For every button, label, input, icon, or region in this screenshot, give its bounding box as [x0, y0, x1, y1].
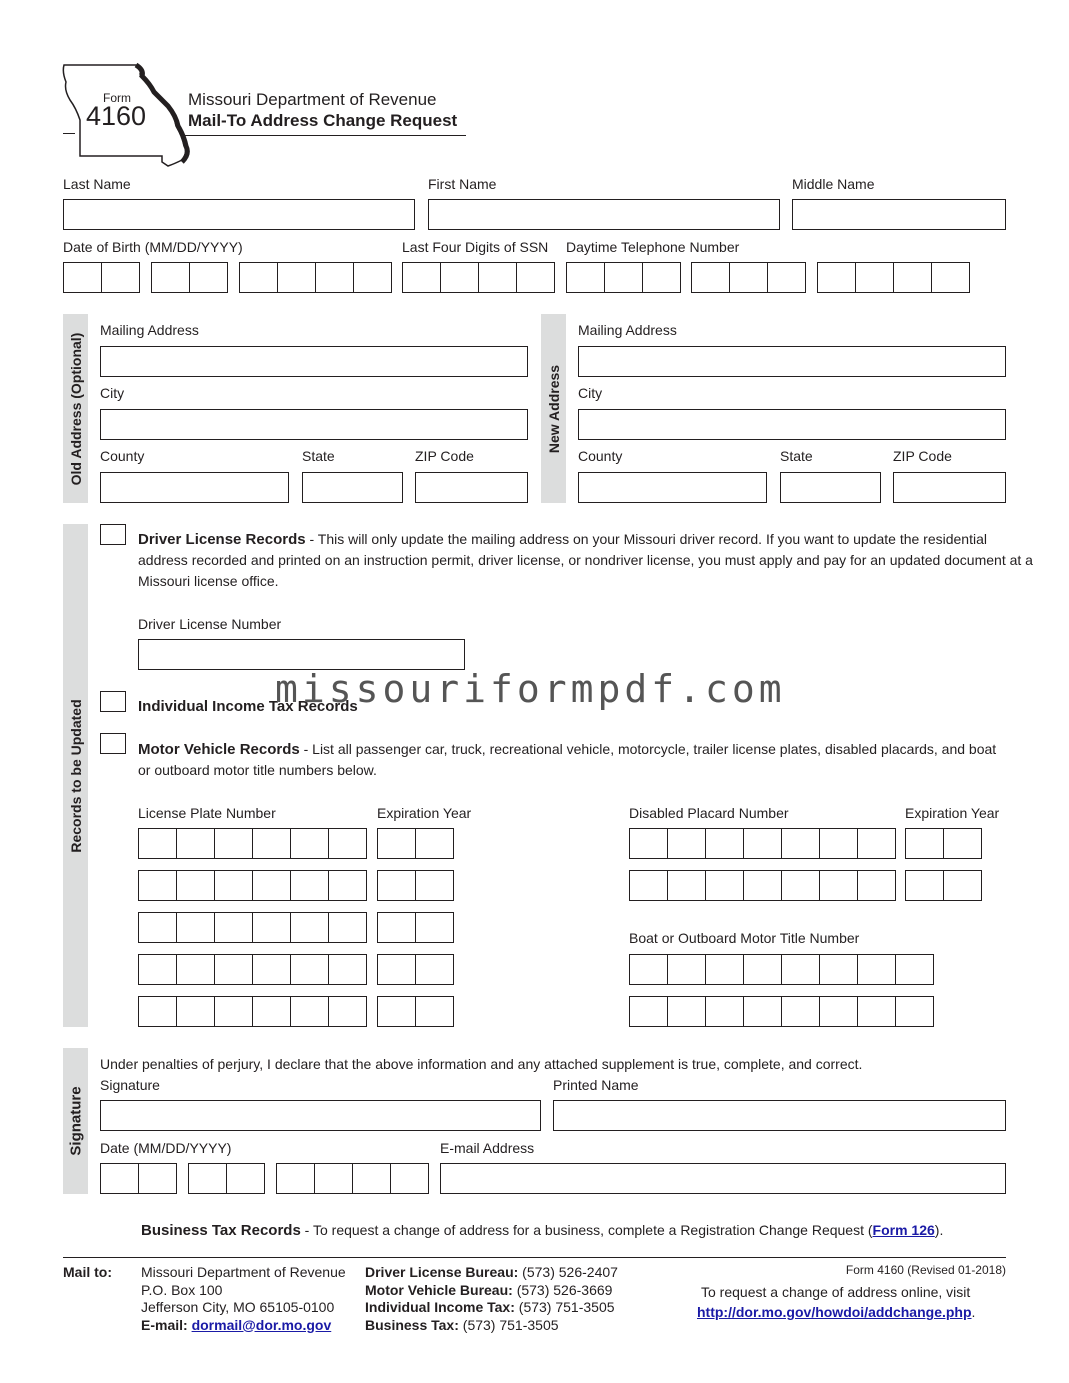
driver-license-text-1: - This will only update the mailing address on your Missouri driver record. If you want to update the residential — [305, 531, 987, 547]
footer-addr-3: Jefferson City, MO 65105-0100 — [141, 1299, 335, 1315]
new-zip-field[interactable] — [893, 472, 1006, 503]
new-state-field[interactable] — [780, 472, 881, 503]
phone-directory — [365, 1264, 618, 1334]
old-county-field[interactable] — [100, 472, 289, 503]
old-zip-label: ZIP Code — [415, 448, 474, 464]
placard-exp-label: Expiration Year — [905, 805, 1000, 821]
plate-field[interactable] — [138, 912, 367, 943]
plate-exp-field[interactable] — [377, 870, 454, 901]
income-tax-phone: (573) 751-3505 — [514, 1299, 615, 1315]
driver-license-text-2: address recorded and printed on an instruction permit, driver license, or nondriver license, you must apply and pay for an updated document at a — [138, 552, 1033, 568]
new-mailing-label: Mailing Address — [578, 322, 677, 338]
signature-side-label: Signature — [67, 1086, 84, 1156]
old-state-label: State — [302, 448, 335, 464]
business-tax-label: Business Tax: — [365, 1316, 459, 1333]
old-city-label: City — [100, 385, 125, 401]
placard-exp-field[interactable] — [905, 828, 982, 859]
phone-area-field[interactable] — [566, 262, 681, 293]
placard-field[interactable] — [629, 870, 896, 901]
plate-exp-field[interactable] — [377, 828, 454, 859]
old-zip-field[interactable] — [415, 472, 528, 503]
driver-license-description — [138, 529, 1033, 592]
business-tax-note — [141, 1222, 943, 1239]
signature-field[interactable] — [100, 1100, 541, 1131]
plate-exp-field[interactable] — [377, 954, 454, 985]
online-text: To request a change of address online, visit — [701, 1284, 971, 1300]
plate-field[interactable] — [138, 828, 367, 859]
new-state-label: State — [780, 448, 813, 464]
new-city-field[interactable] — [578, 409, 1006, 440]
plate-exp-field[interactable] — [377, 996, 454, 1027]
plate-exp-label: Expiration Year — [377, 805, 472, 821]
middle-name-label: Middle Name — [792, 176, 875, 192]
income-tax-title: Individual Income Tax Records — [138, 698, 358, 715]
last-name-label: Last Name — [63, 176, 131, 192]
dl-bureau-label: Driver License Bureau: — [365, 1264, 519, 1280]
plate-field[interactable] — [138, 996, 367, 1027]
footer-addr-1: Missouri Department of Revenue — [141, 1264, 346, 1280]
ssn-field[interactable] — [402, 262, 555, 293]
footer-email-label: E-mail: — [141, 1316, 188, 1333]
perjury-declaration: Under penalties of perjury, I declare that the above information and any attached supplement is true, complete, and correct. — [100, 1056, 863, 1072]
email-label: E-mail Address — [440, 1140, 535, 1156]
signature-label: Signature — [100, 1077, 160, 1093]
dob-day-field[interactable] — [151, 262, 228, 293]
business-tax-title: Business Tax Records — [141, 1222, 301, 1239]
dl-number-field[interactable] — [138, 639, 465, 670]
phone-line-field[interactable] — [817, 262, 970, 293]
placard-exp-field[interactable] — [905, 870, 982, 901]
mail-to-label: Mail to: — [63, 1264, 112, 1280]
online-end: . — [971, 1304, 976, 1320]
old-state-field[interactable] — [302, 472, 403, 503]
new-address-side-label: New Address — [545, 364, 562, 453]
new-zip-label: ZIP Code — [893, 448, 952, 464]
sign-date-year-field[interactable] — [276, 1163, 429, 1194]
first-name-label: First Name — [428, 176, 497, 192]
ssn-label: Last Four Digits of SSN — [402, 239, 549, 255]
form-word: Form — [103, 91, 131, 105]
footer-email-link[interactable]: dormail@dor.mo.gov — [191, 1316, 332, 1333]
footer-divider — [63, 1257, 1006, 1258]
header-tick — [63, 133, 75, 134]
printed-name-field[interactable] — [553, 1100, 1006, 1131]
motor-vehicle-text-2: or outboard motor title numbers below. — [138, 762, 377, 778]
business-tax-text: - To request a change of address for a business, complete a Registration Change Request ( — [300, 1222, 873, 1238]
sign-date-day-field[interactable] — [188, 1163, 265, 1194]
agency-name: Missouri Department of Revenue — [188, 90, 437, 109]
email-field[interactable] — [440, 1163, 1006, 1194]
income-tax-label: Individual Income Tax: — [365, 1299, 515, 1315]
dl-bureau-phone: (573) 526-2407 — [518, 1264, 618, 1280]
business-tax-phone: (573) 751-3505 — [458, 1316, 559, 1333]
dl-number-label: Driver License Number — [138, 616, 282, 632]
old-city-field[interactable] — [100, 409, 528, 440]
last-name-field[interactable] — [63, 199, 415, 230]
boat-title-field[interactable] — [629, 954, 934, 985]
records-side-label: Records to be Updated — [67, 698, 84, 853]
motor-vehicle-checkbox[interactable] — [100, 733, 126, 754]
dob-label: Date of Birth (MM/DD/YYYY) — [63, 239, 243, 255]
placard-label: Disabled Placard Number — [629, 805, 789, 821]
new-mailing-field[interactable] — [578, 346, 1006, 377]
plate-exp-field[interactable] — [377, 912, 454, 943]
phone-label: Daytime Telephone Number — [566, 239, 740, 255]
dob-year-field[interactable] — [239, 262, 392, 293]
online-link-line — [697, 1304, 975, 1322]
new-county-field[interactable] — [578, 472, 767, 503]
boat-title-field[interactable] — [629, 996, 934, 1027]
plate-field[interactable] — [138, 870, 367, 901]
plate-label: License Plate Number — [138, 805, 276, 821]
old-mailing-field[interactable] — [100, 346, 528, 377]
footer-addr-2: P.O. Box 100 — [141, 1281, 223, 1298]
new-address-sidebar — [541, 314, 566, 503]
business-tax-end: ). — [934, 1222, 944, 1238]
placard-field[interactable] — [629, 828, 896, 859]
mv-bureau-phone: (573) 526-3669 — [512, 1281, 613, 1298]
motor-vehicle-description — [138, 739, 1008, 781]
printed-name-label: Printed Name — [553, 1077, 639, 1093]
plate-field[interactable] — [138, 954, 367, 985]
title-underline — [184, 135, 466, 136]
first-name-field[interactable] — [428, 199, 780, 230]
driver-license-text-3: Missouri license office. — [138, 573, 279, 589]
sign-date-label: Date (MM/DD/YYYY) — [100, 1140, 232, 1156]
old-address-side-label: Old Address (Optional) — [67, 332, 84, 485]
middle-name-field[interactable] — [792, 199, 1006, 230]
phone-prefix-field[interactable] — [691, 262, 806, 293]
old-county-label: County — [100, 448, 145, 464]
records-sidebar — [63, 524, 88, 1027]
old-mailing-label: Mailing Address — [100, 322, 199, 338]
driver-license-checkbox[interactable] — [100, 524, 126, 545]
motor-vehicle-title: Motor Vehicle Records — [138, 741, 300, 758]
old-address-sidebar — [63, 314, 88, 503]
new-county-label: County — [578, 448, 623, 464]
new-city-label: City — [578, 385, 603, 401]
page-title: Mail-To Address Change Request — [188, 111, 458, 130]
motor-vehicle-text-1: - List all passenger car, truck, recreational vehicle, motorcycle, trailer license plates, disabled placards, and boat — [299, 741, 997, 757]
online-change-link[interactable]: http://dor.mo.gov/howdoi/addchange.php — [697, 1304, 972, 1320]
income-tax-checkbox[interactable] — [100, 691, 126, 712]
form-revision: Form 4160 (Revised 01-2018) — [845, 1263, 1006, 1277]
watermark: missouriformpdf.com — [275, 667, 786, 711]
driver-license-title: Driver License Records — [138, 531, 306, 548]
boat-label: Boat or Outboard Motor Title Number — [629, 930, 860, 946]
signature-sidebar — [63, 1048, 88, 1194]
form-126-link[interactable]: Form 126 — [872, 1222, 935, 1238]
form-number: 4160 — [86, 101, 147, 131]
dob-month-field[interactable] — [63, 262, 140, 293]
sign-date-month-field[interactable] — [100, 1163, 177, 1194]
mailing-address-block — [141, 1264, 346, 1334]
mv-bureau-label: Motor Vehicle Bureau: — [365, 1281, 513, 1298]
